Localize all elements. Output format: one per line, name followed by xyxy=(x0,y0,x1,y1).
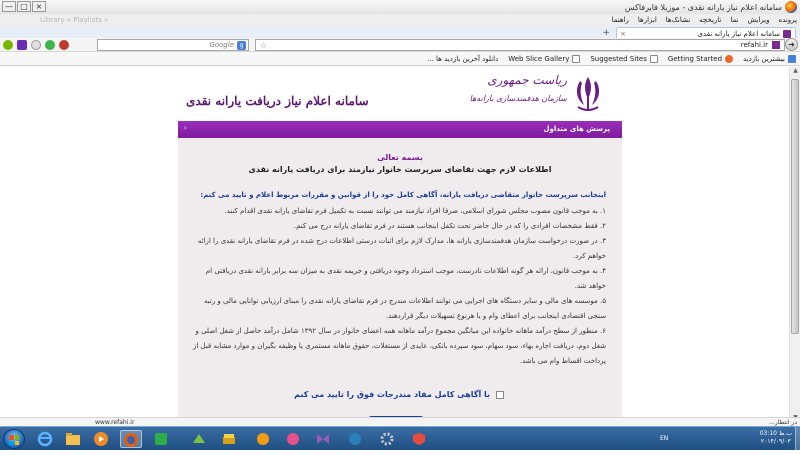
search-input[interactable] xyxy=(97,39,249,51)
agree-checkbox[interactable] xyxy=(496,391,504,399)
nav-strip xyxy=(178,121,622,138)
firefox-logo-icon xyxy=(785,1,797,13)
url-bar[interactable] xyxy=(255,39,785,51)
bookmarks-toolbar xyxy=(0,52,800,66)
navigation-bar xyxy=(0,38,800,52)
terms-item: ۶. منظور از سطح درآمد ماهانه خانواده این میانگین مجموع درآمد ماهانه همه اعضای خانوار در سال ۱۳۹۲ شامل درآمد حاصل از شغل اصلی و شغل دوم، دریافت اجاره بهاء، سود سهام، سود سپرده بانکی، عایدی از مستغلات، حقوق ماهانه مستمری یا وظیفه بگیران و موارد مشابه قبل از پرداخت اقساط وام می باشد. xyxy=(192,327,606,365)
page-viewport xyxy=(0,67,800,424)
addon-gray-icon[interactable] xyxy=(31,40,41,50)
app-orange-icon[interactable] xyxy=(252,430,274,448)
bookmark-label: Suggested Sites xyxy=(590,54,647,63)
window-controls xyxy=(2,1,46,12)
bookmark-star-icon[interactable]: ☆ xyxy=(260,40,268,50)
site-favicon-icon xyxy=(783,30,791,38)
menu-item-bookmarks[interactable]: نشانک‌ها xyxy=(665,16,691,24)
terms-item: ۲. فقط مشخصات افرادی را که در حال حاضر تحت تکفل اینجانب هستند در فرم تقاضای یارانه درج می کنم. xyxy=(293,222,606,230)
file-explorer-icon[interactable] xyxy=(62,430,84,448)
agree-row xyxy=(294,390,504,399)
menu-item-history[interactable]: تاریخچه xyxy=(699,16,722,24)
window-titlebar xyxy=(0,0,800,14)
tab-close-icon[interactable]: × xyxy=(620,29,626,38)
status-url: www.refahi.ir xyxy=(95,419,135,426)
media-player-icon[interactable] xyxy=(90,430,112,448)
start-button[interactable] xyxy=(3,429,25,449)
scroll-up-icon[interactable]: ▲ xyxy=(793,67,798,74)
bookmark-web-slice-gallery[interactable] xyxy=(508,55,580,63)
system-tray xyxy=(650,427,800,451)
app-green-icon[interactable] xyxy=(150,430,172,448)
yahoo-icon[interactable] xyxy=(17,40,27,50)
app-pink-icon[interactable] xyxy=(282,430,304,448)
menu-item-view[interactable]: نما xyxy=(730,16,739,24)
most-visited-icon xyxy=(788,55,796,63)
library-breadcrumb: « Library » Playlists xyxy=(40,16,109,24)
tab-title: سامانه اعلام نیاز یارانه نقدی xyxy=(697,29,780,38)
logo-organization-text: سازمان هدفمندسازی یارانه‌ها xyxy=(469,94,567,103)
url-text: refahi.ir xyxy=(740,41,768,49)
bookmark-downloads[interactable] xyxy=(427,55,498,63)
status-text: در انتظار... xyxy=(769,419,797,426)
firefox-taskbar-icon[interactable] xyxy=(120,430,142,448)
clock-time: 03:10 ب.ظ xyxy=(759,430,792,437)
menu-item-file[interactable]: پرونده xyxy=(778,16,797,24)
clock[interactable] xyxy=(760,430,792,446)
app-map-icon[interactable] xyxy=(188,430,210,448)
chevron-left-icon: ‹ xyxy=(184,124,187,132)
google-search-engine-icon[interactable]: g xyxy=(237,41,246,50)
scrollbar-thumb[interactable] xyxy=(791,79,799,334)
terms-item: ۳. در صورت درخواست سازمان هدفمندسازی یارانه ها، مدارک لازم برای اثبات درستی اطلاعات درج شده در فرم تقاضای یارانه نقدی را ارائه خواهم کرد. xyxy=(197,237,606,260)
new-tab-button[interactable]: + xyxy=(602,28,610,38)
minimize-window-button[interactable]: — xyxy=(2,1,16,12)
windows-taskbar xyxy=(0,426,800,450)
basmala-heading: بسمه تعالی xyxy=(377,153,423,162)
internet-explorer-icon[interactable] xyxy=(34,430,56,448)
menu-item-help[interactable]: راهنما xyxy=(611,16,629,24)
app-gear-icon[interactable] xyxy=(376,430,398,448)
site-title: سامانه اعلام نیاز دریافت یارانه نقدی xyxy=(186,94,369,108)
page-icon xyxy=(650,55,658,63)
language-indicator[interactable]: EN xyxy=(660,435,669,442)
firefox-bookmark-icon xyxy=(725,55,733,63)
window-title: سامانه اعلام نیاز یارانه نقدی - موزیلا فایرفاکس xyxy=(624,2,782,12)
bookmark-getting-started[interactable] xyxy=(668,55,733,63)
bookmark-label: دانلود آخرین بازدید ها ... xyxy=(427,54,499,63)
addon-green-icon[interactable] xyxy=(3,40,13,50)
addon-red-icon[interactable] xyxy=(59,40,69,50)
close-window-button[interactable]: × xyxy=(32,1,46,12)
terms-list xyxy=(188,204,606,369)
windows-logo-icon xyxy=(9,435,19,445)
logo-presidency-text: ریاست جمهوری xyxy=(487,73,567,87)
terms-item: ۴. به موجب قانون، ارائه هر گونه اطلاعات نادرست، موجب استرداد وجوه دریافتی و جریمه نقدی به میزان سه برابر یارانه نقدی دریافتی ام خواهد شد. xyxy=(205,267,606,290)
site-identity-icon xyxy=(772,41,780,49)
search-placeholder: Google xyxy=(209,41,234,49)
toolbar-addons xyxy=(3,40,69,50)
terms-item: ۵. موسسه های مالی و سایر دستگاه های اجرایی می توانند اطلاعات مندرج در فرم تقاضای یارانه نقدی را مبنای ارزیابی توانایی مالی و رتبه سنجی اقتصادی اینجانب برای اعطای وام و یا هرنوع تسهیلات دیگر قراردهند. xyxy=(204,297,606,320)
app-stack-icon[interactable] xyxy=(218,430,240,448)
bookmark-label: Web Slice Gallery xyxy=(508,54,570,63)
page-icon xyxy=(572,55,580,63)
site-header xyxy=(178,67,622,121)
terms-intro: اینجانب سرپرست خانوار متقاضی دریافت یارانه، آگاهی کامل خود را از قوانین و مقررات مربوط اعلام و تایید می کنم: xyxy=(200,191,606,199)
page-subtitle: اطلاعات لازم جهت تقاضای سرپرست خانوار نیازمند برای دریافت یارانه نقدی xyxy=(248,165,552,174)
back-button[interactable]: ➜ xyxy=(785,38,798,51)
bookmark-suggested-sites[interactable] xyxy=(590,55,658,63)
menu-item-edit[interactable]: ویرایش xyxy=(747,16,770,24)
terms-panel xyxy=(178,138,622,424)
page-scrollbar[interactable] xyxy=(789,67,800,424)
bookmark-label: بیشترین بازدید xyxy=(743,54,785,63)
menu-item-tools[interactable]: ابزارها xyxy=(637,16,657,24)
app-purple-icon[interactable] xyxy=(312,430,334,448)
agree-label[interactable]: با آگاهی کامل مفاد مندرجات فوق را تایید می کنم xyxy=(294,390,490,399)
faq-link[interactable]: پرسش های متداول xyxy=(543,125,610,133)
bookmark-most-visited[interactable] xyxy=(743,55,796,63)
clock-date: ۲۰۱۴/۰۹/۰۳ xyxy=(760,438,791,445)
status-bar xyxy=(0,417,800,426)
iran-emblem-icon xyxy=(572,73,604,113)
show-desktop-button[interactable] xyxy=(795,427,800,451)
app-blue-icon[interactable] xyxy=(344,430,366,448)
app-shield-icon[interactable] xyxy=(408,430,430,448)
terms-item: ۱. به موجب قانون مصوب مجلس شورای اسلامی، صرفا افراد نیازمند می توانند نسبت به تکمیل فرم تقاضای یارانه نقدی اقدام کنند. xyxy=(224,207,606,215)
addon-play-icon[interactable] xyxy=(45,40,55,50)
bookmark-label: Getting Started xyxy=(667,54,723,63)
menu-bar xyxy=(0,14,800,26)
maximize-window-button[interactable]: □ xyxy=(17,1,31,12)
